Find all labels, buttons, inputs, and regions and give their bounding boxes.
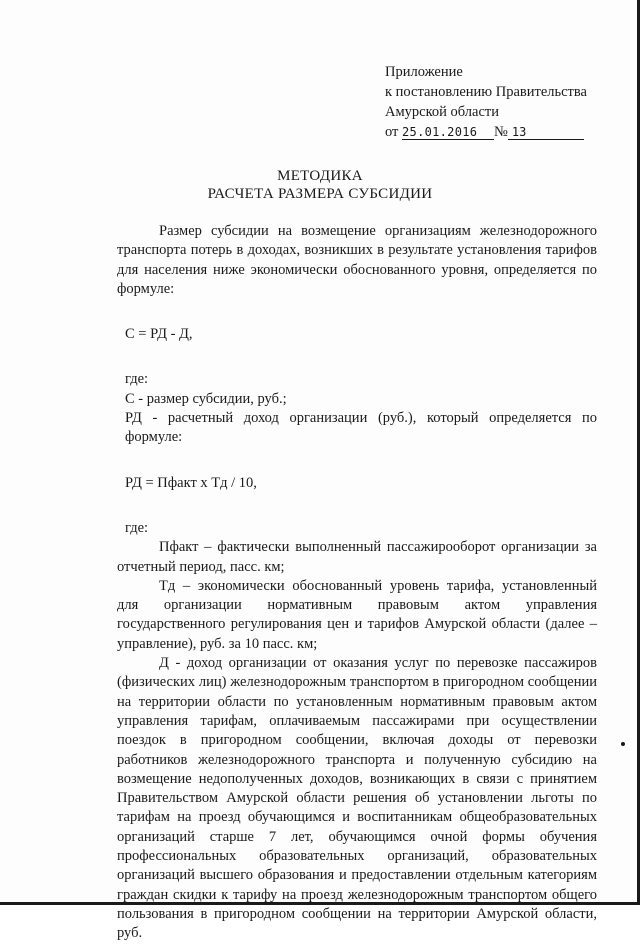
- appendix-line-1: Приложение: [385, 64, 463, 80]
- formula-1: С = РД - Д,: [125, 326, 193, 343]
- formula-2: РД = Пфакт х Тд / 10,: [125, 474, 257, 491]
- appendix-line-3: Амурской области: [385, 104, 499, 120]
- where-label-2: где:: [125, 519, 149, 536]
- number-label: №: [494, 124, 508, 140]
- appendix-block: [385, 62, 615, 142]
- title-line-2: РАСЧЕТА РАЗМЕРА СУБСИДИИ: [207, 186, 433, 202]
- where-label-1: где:: [125, 371, 149, 388]
- definition-pfakt: Пфакт – фактически выполненный пассажирооборот организации за отчетный период, пасс. км;: [117, 539, 597, 575]
- intro-paragraph: Размер субсидии на возмещение организациям железнодорожного транспорта потерь в доходах, возникших в результате установления тарифов для населения ниже экономически обоснованного уровня, определяется по формуле:: [117, 223, 597, 297]
- definition-c: С - размер субсидии, руб.;: [125, 390, 287, 407]
- title-line-1: МЕТОДИКА: [277, 168, 363, 184]
- appendix-date-line: [385, 122, 615, 142]
- document-body: [117, 222, 597, 944]
- decree-number: 13: [508, 125, 584, 140]
- scan-speck: [621, 742, 625, 746]
- decree-date: 25.01.2016: [402, 125, 494, 140]
- appendix-line-2: к постановлению Правительства: [385, 84, 587, 100]
- from-label: от: [385, 124, 399, 140]
- definition-rd: РД - расчетный доход организации (руб.), который определяется по формуле:: [125, 410, 597, 446]
- definition-d: Д - доход организации от оказания услуг по перевозке пассажиров (физических лиц) железнодорожным транспортом в пригородном сообщении на территории области по установленным нормативным правовым актом управления тарифам, оплачиваемым пассажирами при осуществлении поездок в пригородном сообщении, включая доходы от перевозки работников железнодорожного транспорта и полученную субсидию на возмещение недополученных доходов, возникающих в связи с принятием Правительством Амурской области решения об установлении льготы по тарифам на проезд обучающимся и воспитанникам общеобразовательных организаций старше 7 лет, обучающимся очной формы обучения профессиональных образовательных организаций, образовательных организаций высшего образования и предоставлении отдельным категориям граждан скидки к тарифу на проезд железнодорожным транспортом общего пользования в пригородном сообщении на территории Амурской области, руб.: [117, 655, 597, 942]
- definition-td: Тд – экономически обоснованный уровень тарифа, установленный для организации нормативным правовым актом управления государственного регулирования цен и тарифов Амурской области (далее – управление), руб. за 10 пасс. км;: [117, 577, 597, 652]
